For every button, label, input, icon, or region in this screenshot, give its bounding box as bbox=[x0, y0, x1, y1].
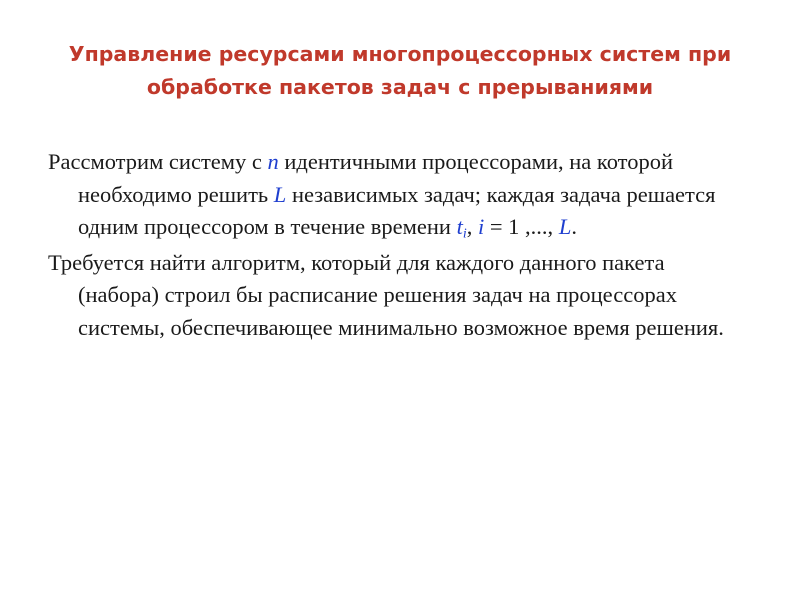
paragraph-system-description bbox=[48, 146, 748, 244]
math-t bbox=[456, 214, 467, 242]
math-L: L bbox=[273, 181, 287, 207]
p1-text-2: идентичными процессорами, на которой необходимо решить bbox=[78, 149, 673, 207]
paragraph-task-statement: Требуется найти алгоритм, который для каждого данного пакета (набора) строил бы расписание решения задач на процессорах системы, обеспечивающее минимально возможное время решения. bbox=[48, 249, 724, 340]
slide-body bbox=[48, 146, 748, 347]
p1-text-1: Рассмотрим систему с bbox=[48, 149, 268, 174]
p1-text-3: независимых задач; каждая задача решается одним процессором в течение времени bbox=[78, 181, 716, 239]
math-n: n bbox=[267, 149, 279, 174]
slide-title bbox=[40, 38, 760, 104]
math-i: i bbox=[477, 214, 485, 239]
slide-title-line-1: Управление ресурсами многопроцессорных систем при bbox=[68, 42, 732, 66]
math-t-base: t bbox=[456, 214, 463, 239]
p1-text-4: , bbox=[466, 214, 478, 239]
slide-title-line-2: обработке пакетов задач с прерываниями bbox=[146, 75, 654, 99]
p1-text-5: = 1 ,..., bbox=[484, 214, 559, 239]
p1-text-6: . bbox=[571, 214, 577, 239]
math-t-subscript: i bbox=[462, 226, 467, 242]
math-L-2: L bbox=[558, 214, 572, 239]
